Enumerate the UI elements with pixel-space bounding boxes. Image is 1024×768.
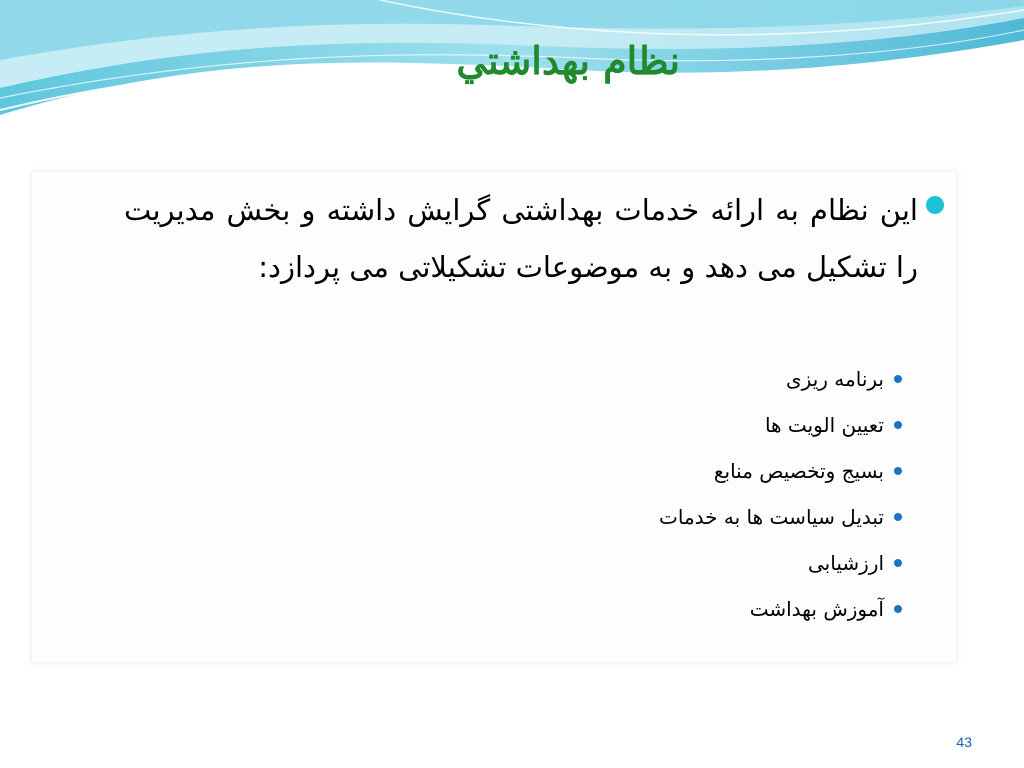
main-bullet-text: این نظام به ارائه خدمات بهداشتی گرایش داشته و بخش مدیریت را تشکیل می دهد و به موضوعات تشکیلاتی می پردازد: [124,193,918,284]
sub-bullet-dot-icon [894,467,902,475]
sub-bullet-item [342,494,902,540]
sub-bullet-item [342,586,902,632]
main-bullet-point [124,182,944,296]
page-number: 43 [956,734,972,750]
sub-bullet-text: آموزش بهداشت [749,597,884,621]
sub-bullet-item [342,540,902,586]
sub-bullet-text: تعیین الویت ها [764,413,884,437]
sub-bullet-text: بسیج وتخصیص منابع [713,459,884,483]
sub-bullet-dot-icon [894,375,902,383]
slide-title: نظام بهداشتي [456,38,680,83]
sub-bullet-item [342,356,902,402]
sub-bullet-dot-icon [894,513,902,521]
sub-bullet-list [342,356,902,632]
sub-bullet-text: برنامه ریزی [786,367,884,391]
sub-bullet-dot-icon [894,559,902,567]
sub-bullet-item [342,402,902,448]
sub-bullet-dot-icon [894,605,902,613]
main-bullet-dot-icon [926,196,944,214]
sub-bullet-item [342,448,902,494]
sub-bullet-text: ارزشیابی [808,551,884,575]
sub-bullet-text: تبدیل سیاست ها به خدمات [659,505,884,529]
sub-bullet-dot-icon [894,421,902,429]
